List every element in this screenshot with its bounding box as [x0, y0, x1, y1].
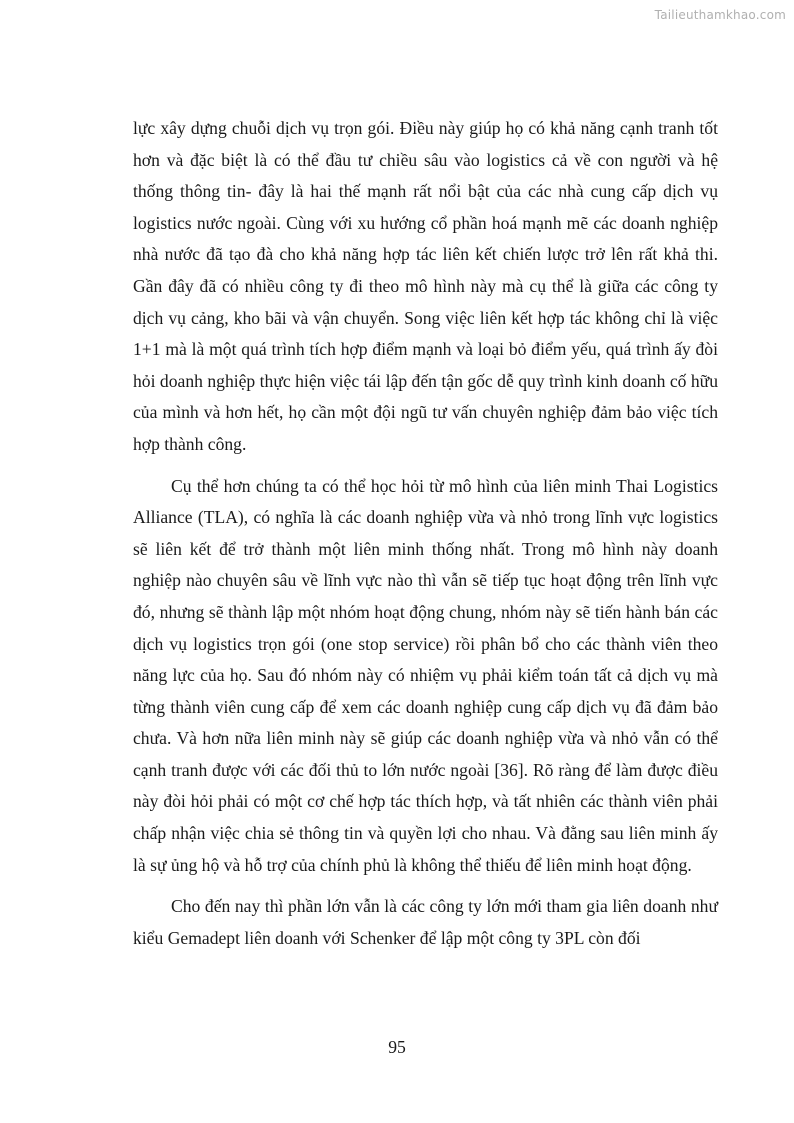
page-number: 95 [388, 1037, 406, 1057]
paragraph-3: Cho đến nay thì phần lớn vẫn là các công ty lớn mới tham gia liên doanh như kiểu Gemadept liên doanh với Schenker để lập một công ty 3PL còn đối [133, 896, 718, 948]
watermark: Tailieuthamkhao.com [654, 8, 786, 22]
page-body [133, 113, 718, 954]
paragraph-1: lực xây dựng chuỗi dịch vụ trọn gói. Điều này giúp họ có khả năng cạnh tranh tốt hơn và đặc biệt là có thể đầu tư chiều sâu vào logistics cả về con người và hệ thống thông tin- đây là hai thế mạnh rất nổi bật của các nhà cung cấp dịch vụ logistics nước ngoài. Cùng với xu hướng cổ phần hoá mạnh mẽ các doanh nghiệp nhà nước đã tạo đà cho khả năng hợp tác liên kết chiến lược trở lên rất khả thi. Gần đây đã có nhiều công ty đi theo mô hình này mà cụ thể là giữa các công ty dịch vụ cảng, kho bãi và vận chuyển. Song việc liên kết hợp tác không chỉ là việc 1+1 mà là một quá trình tích hợp điểm mạnh và loại bỏ điểm yếu, quá trình ấy đòi hỏi doanh nghiệp thực hiện việc tái lập đến tận gốc dễ quy trình kinh doanh cố hữu của mình và hơn hết, họ cần một đội ngũ tư vấn chuyên nghiệp đảm bảo việc tích hợp thành công. [133, 118, 718, 454]
paragraph-2: Cụ thể hơn chúng ta có thể học hỏi từ mô hình của liên minh Thai Logistics Alliance (TLA), có nghĩa là các doanh nghiệp vừa và nhỏ trong lĩnh vực logistics sẽ liên kết để trở thành một liên minh thống nhất. Trong mô hình này doanh nghiệp nào chuyên sâu về lĩnh vực nào thì vẫn sẽ tiếp tục hoạt động trên lĩnh vực đó, nhưng sẽ thành lập một nhóm hoạt động chung, nhóm này sẽ tiến hành bán các dịch vụ logistics trọn gói (one stop service) rồi phân bổ cho các thành viên theo năng lực của họ. Sau đó nhóm này có nhiệm vụ phải kiểm toán tất cả dịch vụ mà từng thành viên cung cấp để xem các doanh nghiệp cung cấp dịch vụ đã đảm bảo chưa. Và hơn nữa liên minh này sẽ giúp các doanh nghiệp vừa và nhỏ vẫn có thể cạnh tranh được với các đối thủ to lớn nước ngoài [36]. Rõ ràng để làm được điều này đòi hỏi phải có một cơ chế hợp tác thích hợp, và tất nhiên các thành viên phải chấp nhận việc chia sẻ thông tin và quyền lợi cho nhau. Và đằng sau liên minh ấy là sự ủng hộ và hỗ trợ của chính phủ là không thể thiếu để liên minh hoạt động. [133, 475, 718, 875]
